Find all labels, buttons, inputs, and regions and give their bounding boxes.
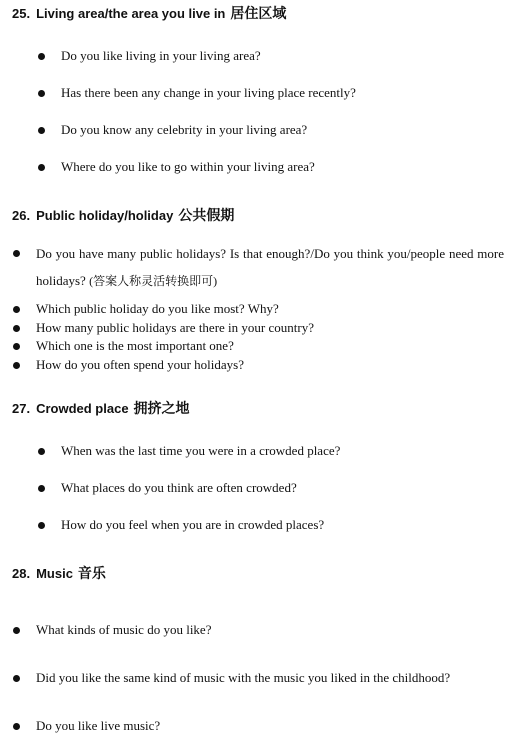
section-title: Music xyxy=(36,566,73,581)
list-item-long xyxy=(36,240,504,295)
bullet-icon xyxy=(13,325,20,332)
list-item: How do you often spend your holidays? xyxy=(36,357,244,372)
section-number: 25. xyxy=(12,6,31,21)
list-item-text: Do you have many public holidays? Is that enough?/Do you think you/people need more holidays? xyxy=(36,246,504,288)
bullet-icon xyxy=(38,127,45,134)
list-item: How do you feel when you are in crowded places? xyxy=(61,517,325,532)
list-item: Do you know any celebrity in your living area? xyxy=(61,122,308,137)
bullet-icon xyxy=(38,53,45,60)
list-item: Which one is the most important one? xyxy=(36,338,234,353)
list-item-note-cn: (答案人称灵活转换即可) xyxy=(89,274,218,288)
list-item: What places do you think are often crowded? xyxy=(61,480,297,495)
section-number: 26. xyxy=(12,208,31,223)
list-item: Do you like living in your living area? xyxy=(61,48,261,63)
section-26-heading xyxy=(12,205,234,225)
section-title: Living area/the area you live in xyxy=(36,6,226,21)
list-item: When was the last time you were in a crowded place? xyxy=(61,443,341,458)
section-number: 28. xyxy=(12,566,31,581)
bullet-icon xyxy=(38,164,45,171)
section-title-cn: 居住区域 xyxy=(230,5,287,21)
list-item: Do you like live music? xyxy=(36,718,161,733)
list-item: Has there been any change in your living place recently? xyxy=(61,85,356,100)
bullet-icon xyxy=(13,675,20,682)
bullet-icon xyxy=(13,306,20,313)
section-number: 27. xyxy=(12,401,31,416)
bullet-icon xyxy=(13,723,20,730)
section-27-heading xyxy=(12,398,190,418)
list-item: How many public holidays are there in your country? xyxy=(36,320,314,335)
list-item: Which public holiday do you like most? Why? xyxy=(36,301,279,316)
bullet-icon xyxy=(38,485,45,492)
bullet-icon xyxy=(13,627,20,634)
section-title-cn: 公共假期 xyxy=(178,207,235,223)
section-25-heading xyxy=(12,3,286,23)
bullet-icon xyxy=(13,250,20,257)
bullet-icon xyxy=(38,522,45,529)
section-title: Crowded place xyxy=(36,401,129,416)
bullet-icon xyxy=(13,362,20,369)
bullet-icon xyxy=(38,90,45,97)
section-title: Public holiday/holiday xyxy=(36,208,174,223)
section-title-cn: 拥挤之地 xyxy=(133,400,190,416)
list-item: Where do you like to go within your living area? xyxy=(61,159,315,174)
bullet-icon xyxy=(38,448,45,455)
bullet-icon xyxy=(13,343,20,350)
list-item: What kinds of music do you like? xyxy=(36,622,212,637)
section-title-cn: 音乐 xyxy=(77,565,106,581)
list-item: Did you like the same kind of music with the music you liked in the childhood? xyxy=(36,670,451,685)
section-28-heading xyxy=(12,563,106,583)
